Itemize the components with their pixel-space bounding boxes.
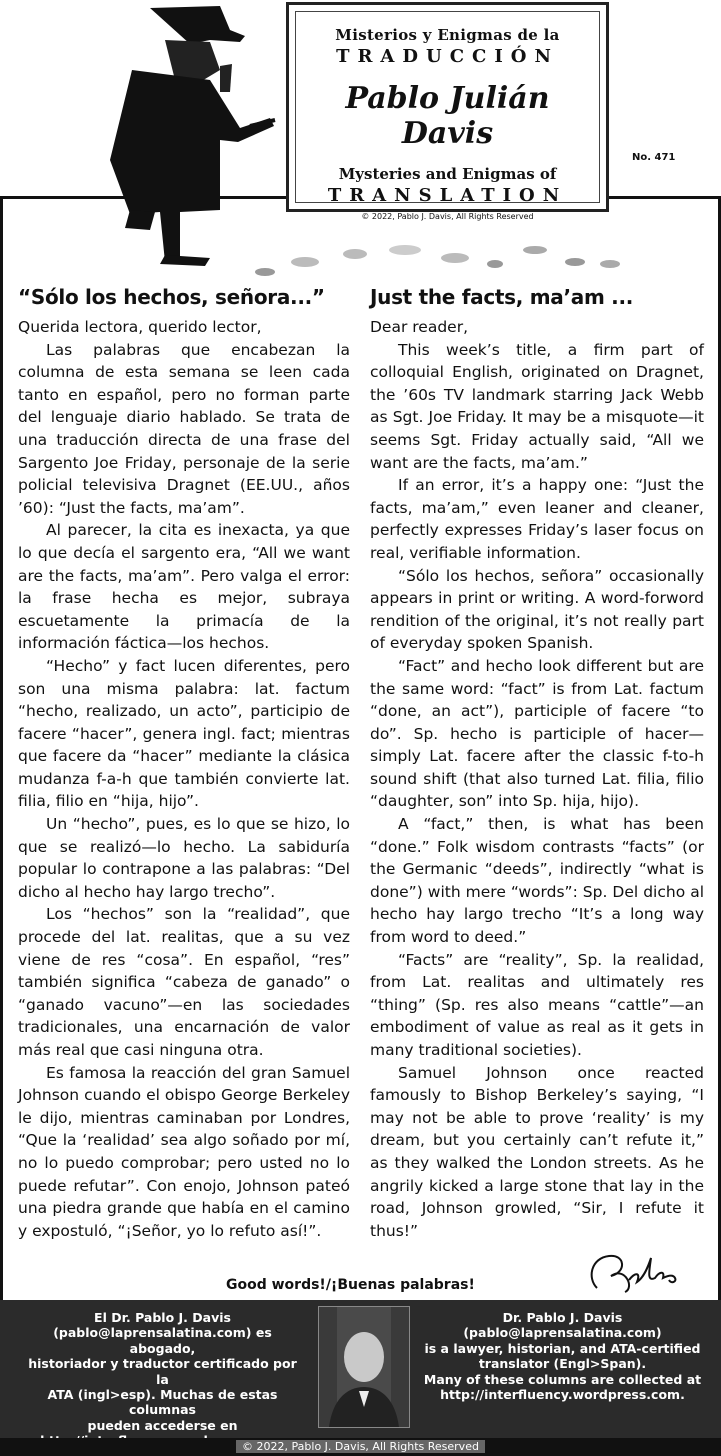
bio-line: pueden accederse en <box>87 1417 238 1433</box>
bio-line: Dr. Pablo J. Davis <box>502 1310 623 1325</box>
frame-line <box>0 196 3 1300</box>
masthead-title-en-main: TRANSLATION <box>327 185 568 206</box>
paragraph: This week’s title, a firm part of colloquial English, originated on Dragnet, the ’60s TV landmark starring Jack Webb as Sgt. Joe Friday. It may be a misquote—it seems Sgt. Friday actually said, “All we want are the facts, ma’am.” <box>370 340 704 472</box>
bio-line: http://interfluency.wordpress.com. <box>440 1387 685 1403</box>
column-english <box>370 316 704 1242</box>
frame-line <box>0 196 286 199</box>
masthead <box>286 2 609 221</box>
column-spanish <box>18 316 350 1242</box>
paragraph: Un “hecho”, pues, es lo que se hizo, lo que se realizó—lo hecho. La sabiduría popular lo contrapone a las palabras: “Del dicho al hecho hay largo trecho”. <box>18 815 350 901</box>
paragraph: If an error, it’s a happy one: “Just the facts, ma’am,” even leaner and cleaner, perfectly expresses Friday’s laser focus on real, verifiable information. <box>370 476 704 562</box>
detective-silhouette-icon <box>70 0 290 270</box>
paragraph: Al parecer, la cita es inexacta, ya que lo que decía el sargento era, “All we want are the facts, ma’am”. Pero valga el error: la frase hecha es mejor, subraya escuetamente la primacía de la información fáctica—los hechos. <box>18 521 350 653</box>
masthead-title-es: Misterios y Enigmas de la <box>335 26 560 44</box>
headline-english: Just the facts, ma’am ... <box>370 285 634 309</box>
bio-line: is a lawyer, historian, and ATA-certified <box>424 1340 701 1356</box>
paragraph: “Sólo los hechos, señora” occasionally appears in print or writing. A word-forword rendition of the original, it’s not really part of everyday spoken Spanish. <box>370 566 704 653</box>
paragraph: Samuel Johnson once reacted famously to Bishop Berkeley’s saying, “I may not be able to prove ‘reality’ is my dream, but you certainly can’t refute it,” as they walked the London streets. As he angrily kicked a large stone that lay in the road, Johnson growled, “Sir, I refute it thus!” <box>370 1063 704 1240</box>
footer-copyright-text: © 2022, Pablo J. Davis, All Rights Reserved <box>236 1440 485 1453</box>
headline-spanish: “Sólo los hechos, señora...” <box>18 285 325 309</box>
paragraph: Las palabras que encabezan la columna de esta semana se leen cada tanto en español, pero no forman parte del lenguaje diario hablado. Se trata de una traducción directa de una frase del Sargento Joe Friday, personaje de la serie policial televisiva Dragnet (EE.UU., años ’60): “Just the facts, ma’am”. <box>18 340 350 517</box>
paragraph: “Facts” are “reality”, Sp. la realidad, from Lat. realitas and ultimately res “thing” (Sp. res also means “cattle”—an embodiment of value as real as it gets in many traditional societies). <box>370 950 704 1059</box>
author-bio-band <box>0 1300 721 1438</box>
bio-line: historiador y traductor certificado por la <box>28 1356 297 1387</box>
paragraph: “Hecho” y fact lucen diferentes, pero son una misma palabra: lat. factum “hecho, realizado, un acto”, participio de facere “hacer”, genera ingl. fact; mientras que facere da “hacer” mediante la clásica mudanza f-a-h que también convierte lat. filia, filio en “hija, hijo”. <box>18 656 350 811</box>
frame-line <box>609 196 721 199</box>
good-words: Good words!/¡Buenas palabras! <box>226 1277 475 1293</box>
author-portrait <box>318 1306 410 1428</box>
bio-line: translator (Engl>Span). <box>478 1356 647 1372</box>
bio-english <box>420 1310 705 1402</box>
paragraph: Dear reader, <box>370 318 469 336</box>
bio-line: Many of these columns are collected at <box>423 1371 702 1387</box>
paragraph: Es famosa la reacción del gran Samuel Johnson cuando el obispo George Berkeley le dijo, mientras caminaban por Londres, “Que la ‘realidad’ sea algo soñado por mí, no lo puedo comprobar; pero usted no lo puede refutar”. Con enojo, Johnson pateó una piedra grande que había en el camino y expostuló, “¡Señor, yo lo refuto así!”. <box>18 1063 350 1240</box>
masthead-title-en: Mysteries and Enigmas of <box>338 165 557 183</box>
bio-line: (pablo@laprensalatina.com) es abogado, <box>53 1325 272 1356</box>
bio-line: El Dr. Pablo J. Davis <box>94 1310 231 1325</box>
paragraph: Querida lectora, querido lector, <box>18 318 262 336</box>
paragraph: “Fact” and hecho look different but are the same word: “fact” is from Lat. factum “done, an act”), participle of facere “to do”. Sp. hecho is participle of hacer—simply Lat. facere after the classic f-to-h sound shift (that also turned Lat. filia, filio “daughter, son” into Sp. hija, hijo). <box>370 656 704 811</box>
bio-line: (pablo@laprensalatina.com) <box>463 1325 662 1341</box>
bio-spanish <box>20 1310 305 1449</box>
masthead-title-es-main: TRADUCCIÓN <box>336 46 559 67</box>
signature-image <box>585 1248 700 1298</box>
paragraph: A “fact,” then, is what has been “done.” Folk wisdom contrasts “facts” (or the Germanic “deeds”, indirectly “what is done”) with mere “words”: Sp. Del dicho al hecho hay largo trecho “It’s a long way from word to deed.” <box>370 815 704 947</box>
masthead-author: Pablo Julián Davis <box>345 81 550 151</box>
decorative-dots <box>245 240 635 280</box>
issue-number: No. 471 <box>632 152 676 163</box>
masthead-copyright: © 2022, Pablo J. Davis, All Rights Reserved <box>361 212 534 221</box>
footer-copyright <box>0 1438 721 1456</box>
bio-line: ATA (ingl>esp). Muchas de estas columnas <box>47 1387 278 1418</box>
paragraph: Los “hechos” son la “realidad”, que procede del lat. realitas, que a su vez viene de res “cosa”. En español, “res” también significa “cabeza de ganado” o “ganado vacuno”—en las sociedades tradicionales, una encarnación de valor más real que casi ninguna otra. <box>18 905 350 1059</box>
